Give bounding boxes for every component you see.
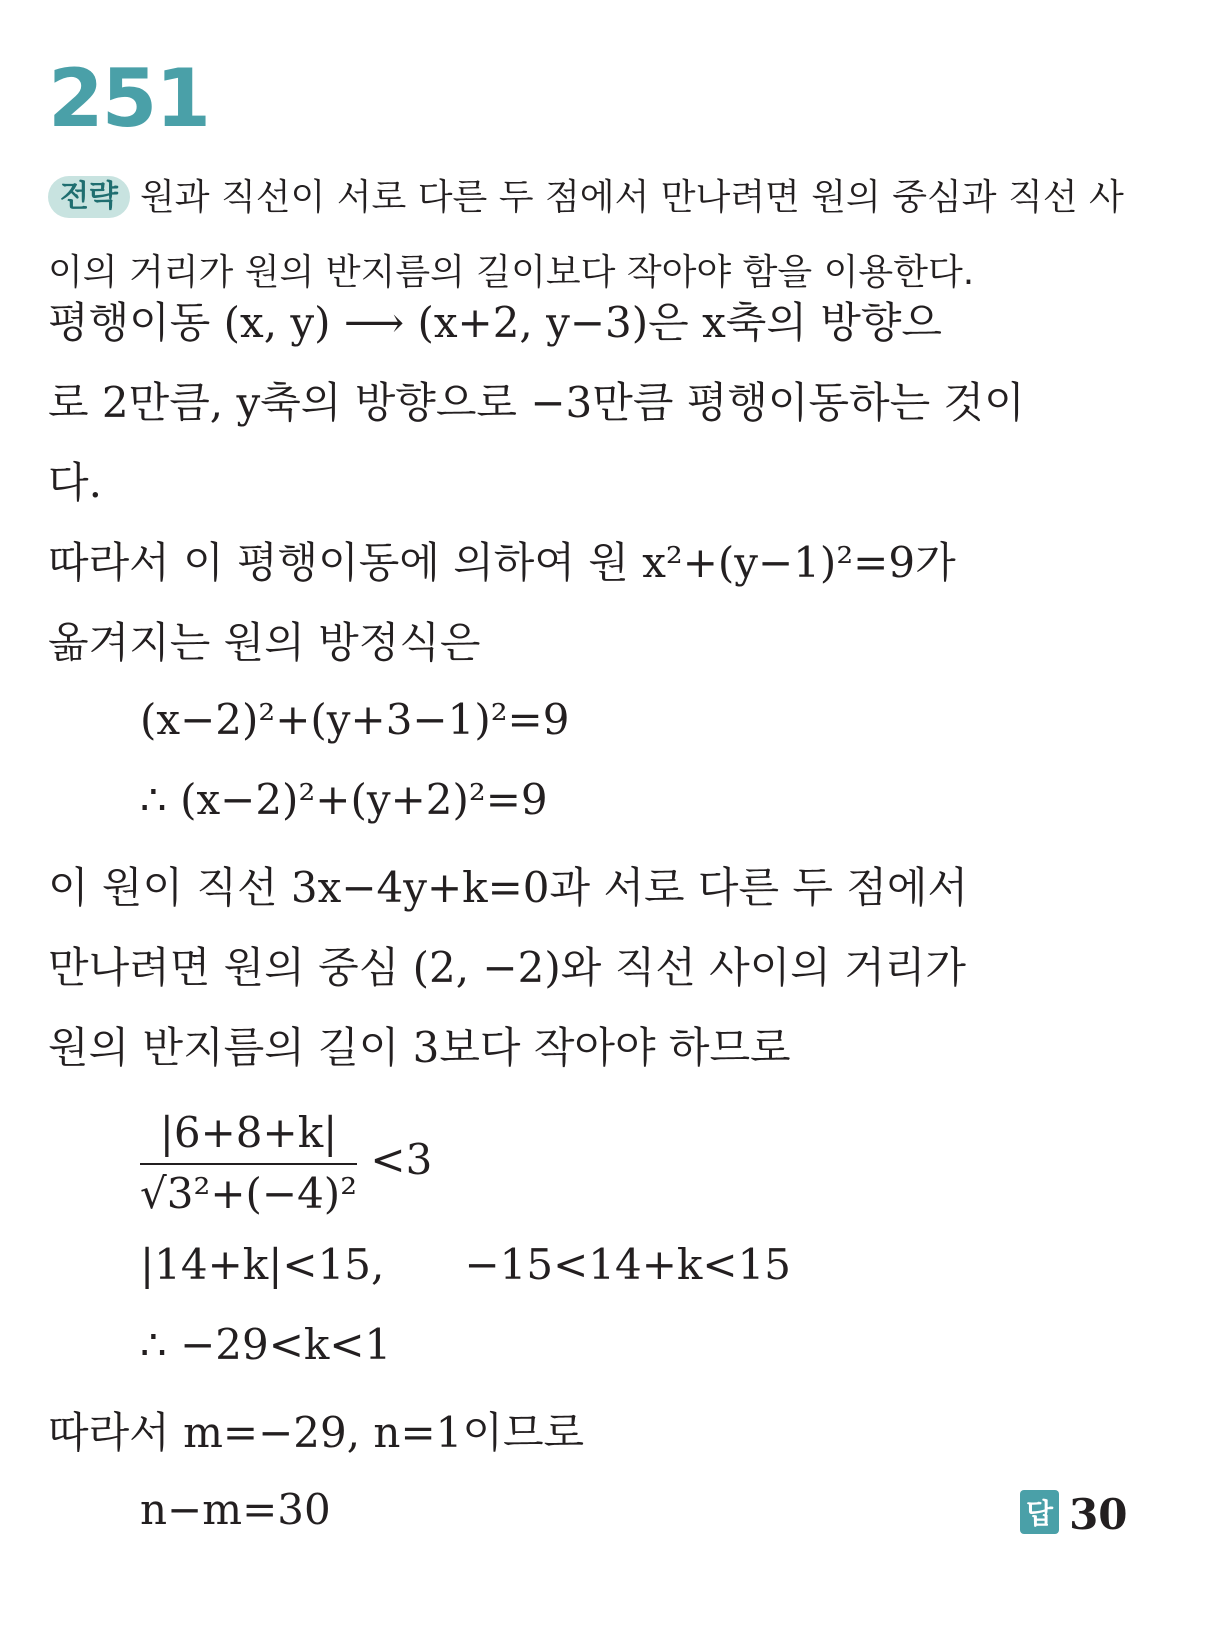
solution-line: 원의 반지름의 길이 3보다 작아야 하므로 <box>48 1023 791 1072</box>
solution-line: 따라서 m=−29, n=1이므로 <box>48 1408 585 1457</box>
problem-number: 251 <box>48 52 209 145</box>
fraction-rhs: <3 <box>370 1135 433 1184</box>
answer-badge: 답 <box>1020 1490 1059 1534</box>
fraction-denominator: √3²+(−4)² <box>140 1163 357 1218</box>
solution-line: 옮겨지는 원의 방정식은 <box>48 618 481 667</box>
solution-line: 이 원이 직선 3x−4y+k=0과 서로 다른 두 점에서 <box>48 863 969 912</box>
strategy-block <box>48 160 1148 310</box>
answer-value: 30 <box>1069 1490 1128 1539</box>
fraction-numerator: |6+8+k| <box>159 1108 338 1157</box>
answer <box>1020 1490 1128 1539</box>
solution-line: 만나려면 원의 중심 (2, −2)와 직선 사이의 거리가 <box>48 943 966 992</box>
solution-page <box>48 0 1188 1639</box>
equation-line: ∴ −29<k<1 <box>140 1320 392 1369</box>
solution-line: 다. <box>48 458 102 507</box>
solution-line: 로 2만큼, y축의 방향으로 −3만큼 평행이동하는 것이 <box>48 378 1025 427</box>
solution-line: 평행이동 (x, y) ⟶ (x+2, y−3)은 x축의 방향으 <box>48 298 942 347</box>
equation-line: n−m=30 <box>140 1485 331 1534</box>
solution-line: 따라서 이 평행이동에 의하여 원 x²+(y−1)²=9가 <box>48 538 956 587</box>
strategy-text: 원과 직선이 서로 다른 두 점에서 만나려면 원의 중심과 직선 사이의 거리가 원의 반지름의 길이보다 작아야 함을 이용한다. <box>48 177 1124 293</box>
equation-line: ∴ (x−2)²+(y+2)²=9 <box>140 775 548 824</box>
strategy-badge: 전략 <box>48 176 130 218</box>
distance-inequality <box>140 1108 432 1218</box>
fraction <box>140 1108 357 1218</box>
equation-line: |14+k|<15, −15<14+k<15 <box>140 1240 792 1289</box>
equation-line: (x−2)²+(y+3−1)²=9 <box>140 695 570 744</box>
